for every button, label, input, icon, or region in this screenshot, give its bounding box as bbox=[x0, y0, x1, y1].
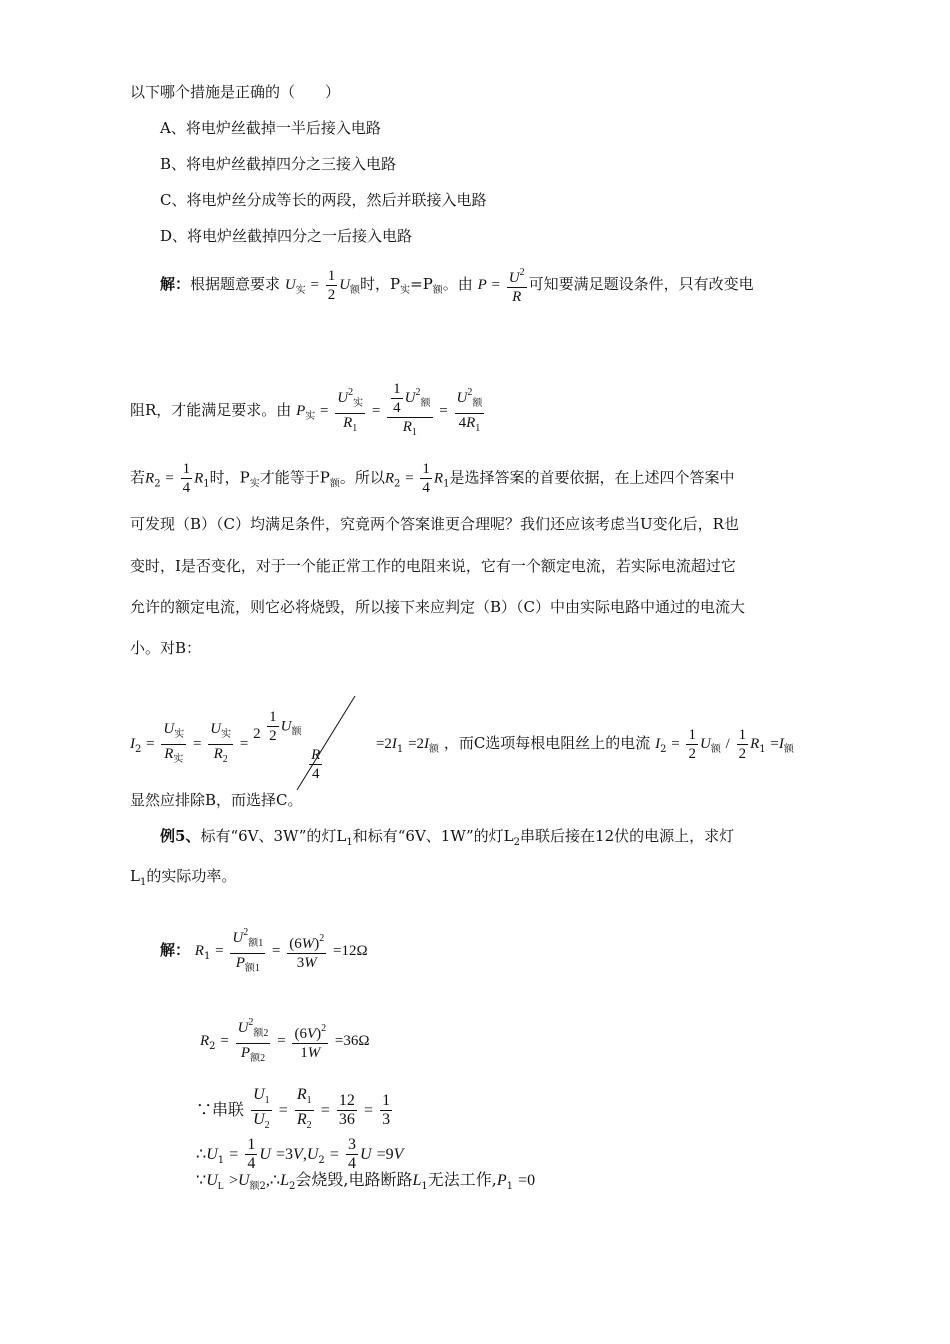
solution-line-3: 若$R_2$ = $\frac{1}{4}$ $R_1$时，$P_实$才能等于$P_额$。所以$R_2$ = $\frac{1}{4}$ $R_1$是选择答案的首要依据，在上述四个答案中 bbox=[130, 461, 735, 496]
paragraph-line-4: 小。对B： bbox=[130, 639, 202, 657]
r2-equation: $R_2$ = $\frac{U^2_{额2}}{P_{额2}}$ = $\frac{(6V)^2}{1W}$ =36Ω bbox=[200, 1014, 370, 1068]
series-ratio: ∵串联 $\frac{U_1}{U_2}$ = $\frac{R_1}{R_2}$ = $\frac{12}{36}$ = $\frac{1}{3}$ bbox=[196, 1086, 391, 1131]
solution-label: 解： bbox=[160, 275, 191, 293]
option-a: A、将电炉丝截掉一半后接入电路 bbox=[160, 119, 381, 137]
solution-line-2: 阻R，才能满足要求。由 $P_实$ = $\frac{U^2_实}{R_1}$ = $\frac{1}{4}$ $U^2_额$ $R_1$ = $\frac{U^2_额}{4R_1}$ bbox=[130, 380, 486, 442]
example5-line-1: 例5、标有“6V、3W”的灯$L_1$和标有“6V、1W”的灯$L_2$串联后接在12伏的电源上，求灯 bbox=[160, 827, 735, 848]
final-conclusion: $\because U_L$ $>U_{额2},\therefore L_2$会烧毁,电路断路$L_1$无法工作$,P_1 =0$ bbox=[196, 1170, 536, 1192]
fraction-ue-over-4r1: $\frac{U^2_额}{4R_1}$ bbox=[455, 384, 485, 438]
current-equation: $I_2$ = $\frac{U_实}{R_实}$ = $\frac{U_实}{R_2}$ = 2 $\frac{1}{2}$ $U_额$ $\frac{R}{4}$ $=2I_1 =2I_额$ ，而C选项每根电阻丝上的电流 $I_2$ = $\frac{1}{2}$ $U_额$ / $\frac{1}{2}$ $R_1 =I_额$ bbox=[130, 704, 794, 784]
option-b: B、将电炉丝截掉四分之三接入电路 bbox=[160, 155, 397, 173]
paragraph-line-3: 允许的额定电流，则它必将烧毁，所以接下来应判定（B）（C）中由实际电路中通过的电流大 bbox=[130, 598, 746, 616]
option-c: C、将电炉丝分成等长的两段，然后并联接入电路 bbox=[160, 191, 487, 209]
fraction-ushi-over-r1: $\frac{U^2_实}{R_1}$ bbox=[335, 384, 365, 438]
question-text: 以下哪个措施是正确的（ ） bbox=[130, 83, 341, 101]
slash-line bbox=[293, 694, 363, 794]
example5-line-2: $L_1$的实际功率。 bbox=[130, 867, 237, 888]
fraction-quarter-u-over-r1: $\frac{1}{4}$ $U^2_额$ $R_1$ bbox=[387, 380, 432, 442]
voltage-equation: $\therefore U_1$ = $\frac{1}{4}$ $U =3V,U_2$ = $\frac{3}{4}$ U =9V bbox=[196, 1136, 404, 1172]
conclusion: 显然应排除B，而选择C。 bbox=[130, 791, 303, 809]
paragraph-line-1: 可发现（B）（C）均满足条件，究竟两个答案谁更合理呢？我们还应该考虑当U变化后，R也 bbox=[130, 515, 739, 533]
r1-equation: 解： $R_1$ = $\frac{U^2_{额1}}{P_{额1}}$ = $\frac{(6W)^2}{3W}$ =12Ω bbox=[160, 924, 368, 978]
paragraph-line-2: 变时，I是否变化，对于一个能正常工作的电阻来说，它有一个额定电流，若实际电流超过它 bbox=[130, 557, 736, 575]
compound-fraction: 2 $\frac{1}{2}$ $U_额$ $\frac{R}{4}$ bbox=[253, 704, 371, 784]
fraction-u2-over-r: $\frac{U^2}{R}$ bbox=[507, 264, 527, 306]
option-d: D、将电炉丝截掉四分之一后接入电路 bbox=[160, 227, 413, 245]
solution-line-1: 解：根据题意要求 $U_实$ = $\frac{1}{2}$ $U_额$时，$P_实=P_额$。由 P = $\frac{U^2}{R}$ 可知要满足题设条件，只有改变电 bbox=[160, 264, 754, 306]
fraction-one-half: $\frac{1}{2}$ bbox=[327, 267, 336, 303]
